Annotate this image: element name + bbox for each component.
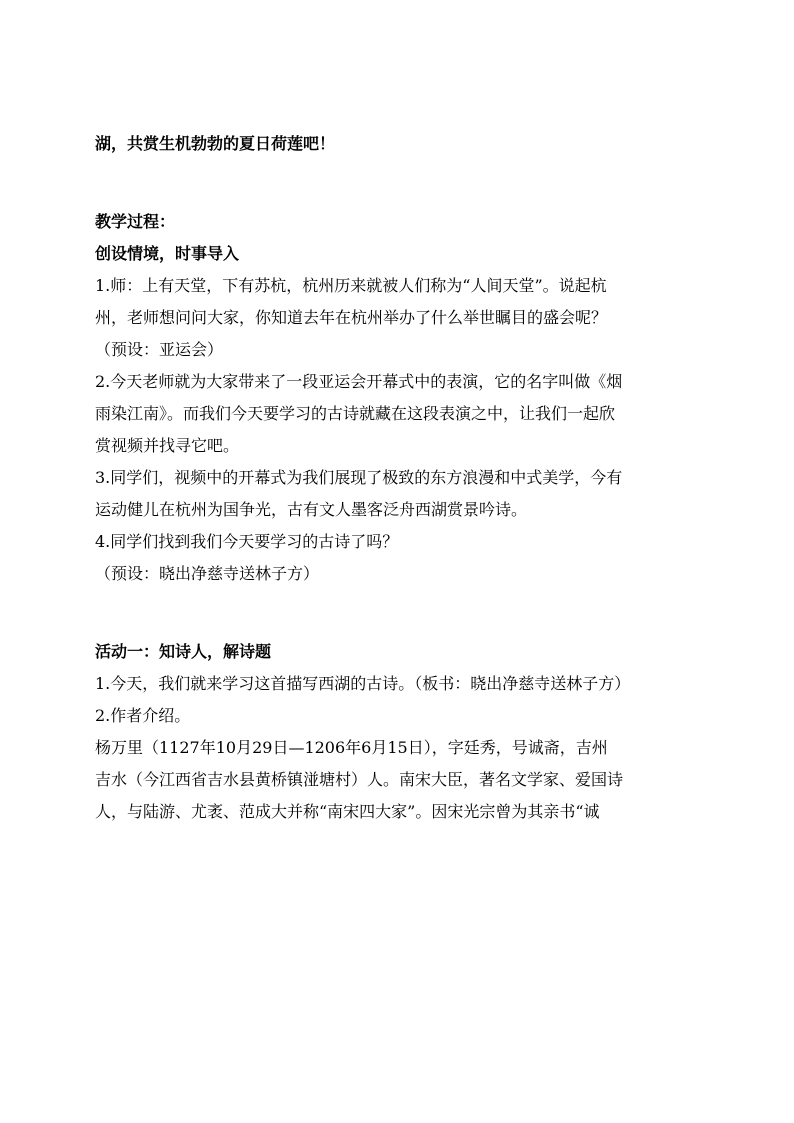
activity1-line: 吉水（今江西省吉水县黄桥镇湴塘村）人。南宋大臣，著名文学家、爱国诗 (95, 770, 624, 789)
intro-tail-text: 湖，共赏生机勃勃的夏日荷莲吧！ (95, 134, 336, 153)
section1-line: （预设：亚运会） (95, 340, 224, 359)
activity1-line: 人，与陆游、尤袤、范成大并称“南宋四大家”。因宋光宗曾为其亲书“诚 (95, 802, 600, 821)
activity1-line: 2.作者介绍。 (95, 706, 191, 725)
section1-line: （预设：晓出净慈寺送林子方） (95, 564, 320, 583)
section1-line: 2.今天老师就为大家带来了一段亚运会开幕式中的表演，它的名字叫做《烟 (95, 372, 623, 391)
document-body (95, 128, 705, 828)
section1-line: 赏视频并找寻它吧。 (95, 436, 240, 455)
spacer (95, 590, 705, 636)
process-heading: 教学过程： (95, 212, 176, 231)
activity1-heading: 活动一：知诗人，解诗题 (95, 642, 272, 661)
section1-heading: 创设情境，时事导入 (95, 244, 240, 263)
activity1-line: 杨万里（1127年10月29日—1206年6月15日），字廷秀，号诚斋，吉州 (95, 738, 608, 757)
section1-line: 雨染江南》。而我们今天要学习的古诗就藏在这段表演之中，让我们一起欣 (95, 404, 616, 423)
section1-line: 1.师：上有天堂，下有苏杭，杭州历来就被人们称为“人间天堂”。说起杭 (95, 276, 607, 295)
section1-line: 运动健儿在杭州为国争光，古有文人墨客泛舟西湖赏景吟诗。 (95, 500, 528, 519)
section1-line: 州，老师想问问大家，你知道去年在杭州举办了什么举世瞩目的盛会呢？ (95, 308, 608, 327)
section1-line: 4.同学们找到我们今天要学习的古诗了吗？ (95, 532, 399, 551)
spacer (95, 160, 705, 206)
activity1-line: 1.今天，我们就来学习这首描写西湖的古诗。（板书：晓出净慈寺送林子方） (95, 674, 631, 693)
section1-line: 3.同学们，视频中的开幕式为我们展现了极致的东方浪漫和中式美学，今有 (95, 468, 623, 487)
